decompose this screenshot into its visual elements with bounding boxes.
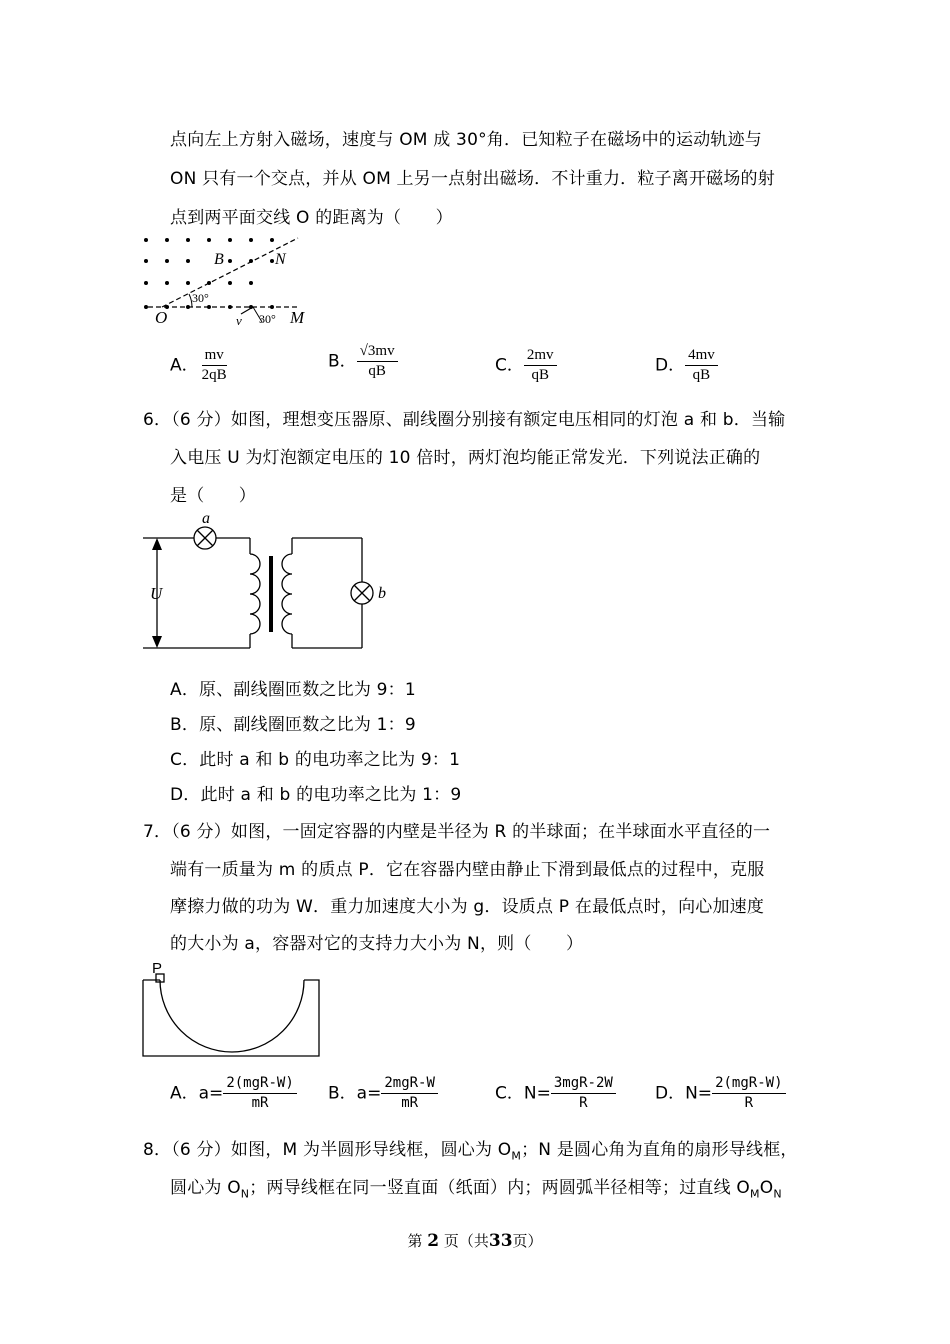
q5-option-a[interactable]: A． $\frac{mv}{2qB}$	[170, 347, 227, 383]
velocity-arrow	[241, 307, 253, 314]
label-a: a	[202, 510, 210, 527]
q7-text-line-2: 端有一质量为 m 的质点 P．它在容器内壁由静止下滑到最低点的过程中，克服	[170, 860, 765, 880]
label-M: M	[290, 308, 305, 327]
q5-magnetic-field-figure	[140, 232, 320, 328]
label-N: N	[275, 251, 286, 268]
label-O: O	[155, 308, 168, 327]
total-pages: 33	[488, 1231, 513, 1251]
q6-option-b[interactable]: B．原、副线圈匝数之比为 1：9	[170, 715, 416, 735]
q5-option-d[interactable]: D． $\frac{4mv}{qB}$	[655, 346, 718, 385]
q5-text-line-2: ON 只有一个交点，并从 OM 上另一点射出磁场．不计重力．粒子离开磁场的射	[170, 169, 775, 189]
q5-option-c[interactable]: C． $\frac{2mv}{qB}$	[495, 346, 557, 385]
q7-text-line-1: 7．（6 分）如图，一固定容器的内壁是半径为 R 的半球面；在半球面水平直径的一	[143, 822, 771, 842]
q6-transformer-figure	[140, 508, 400, 653]
field-dots	[144, 238, 274, 309]
option-label: B．	[328, 351, 357, 372]
q7-option-c[interactable]: C．N= $\frac{\text{3mgR-2W}}{R}$	[495, 1074, 616, 1113]
q7-option-b[interactable]: B．a= $\frac{\text{2mgR-W}}{mR}$	[328, 1074, 438, 1113]
page-footer: 第 2 页（共33页）	[407, 1231, 543, 1251]
label-angle-1: 30°	[192, 291, 209, 305]
q5-text-line-3: 点到两平面交线 O 的距离为（ ）	[170, 208, 453, 228]
option-label: D．	[655, 355, 686, 376]
q6-text-line-2: 入电压 U 为灯泡额定电压的 10 倍时，两灯泡均能正常发光．下列说法正确的	[170, 448, 761, 468]
option-label: C．	[495, 355, 524, 376]
q7-text-line-3: 摩擦力做的功为 W．重力加速度大小为 g．设质点 P 在最低点时，向心加速度	[170, 897, 765, 917]
q8-text-line-1: 8．（6 分）如图，M 为半圆形导线框，圆心为 $O_M$；N 是圆心角为直角的扇形导线框，	[143, 1140, 798, 1163]
q7-option-d[interactable]: D．N= $\frac{\text{2(mgR-W)}}{R}$	[655, 1074, 786, 1113]
q7-hemisphere-container-figure	[140, 960, 324, 1060]
label-angle-2: 30°	[259, 312, 276, 326]
q6-option-d[interactable]: D．此时 a 和 b 的电功率之比为 1：9	[170, 785, 462, 805]
q7-option-a[interactable]: A．a= $\frac{\text{2(mgR-W)}}{mR}$	[170, 1074, 297, 1113]
label-b: b	[378, 585, 386, 602]
q5-option-b[interactable]: B． $\frac{√3mv}{qB}$	[328, 342, 398, 381]
q7-text-line-4: 的大小为 a，容器对它的支持力大小为 N，则（ ）	[170, 934, 584, 954]
label-P: P	[152, 960, 163, 977]
q6-text-line-1: 6．（6 分）如图，理想变压器原、副线圈分别接有额定电压相同的灯泡 a 和 b．当输	[143, 410, 786, 430]
q5-text-line-1: 点向左上方射入磁场，速度与 OM 成 30°角．已知粒子在磁场中的运动轨迹与	[170, 130, 762, 150]
page-number: 2	[427, 1231, 440, 1251]
option-label: A．	[170, 355, 199, 376]
label-v: v	[236, 313, 242, 328]
q8-text-line-2: 圆心为 $O_N$；两导线框在同一竖直面（纸面）内；两圆弧半径相等；过直线 $O_MO_N$	[170, 1178, 782, 1201]
label-U: U	[150, 584, 163, 603]
line-ON	[162, 238, 298, 307]
q6-option-a[interactable]: A．原、副线圈匝数之比为 9：1	[170, 680, 416, 700]
label-B: B	[214, 251, 224, 268]
q6-option-c[interactable]: C．此时 a 和 b 的电功率之比为 9：1	[170, 750, 461, 770]
q6-text-line-3: 是（ ）	[170, 486, 256, 506]
